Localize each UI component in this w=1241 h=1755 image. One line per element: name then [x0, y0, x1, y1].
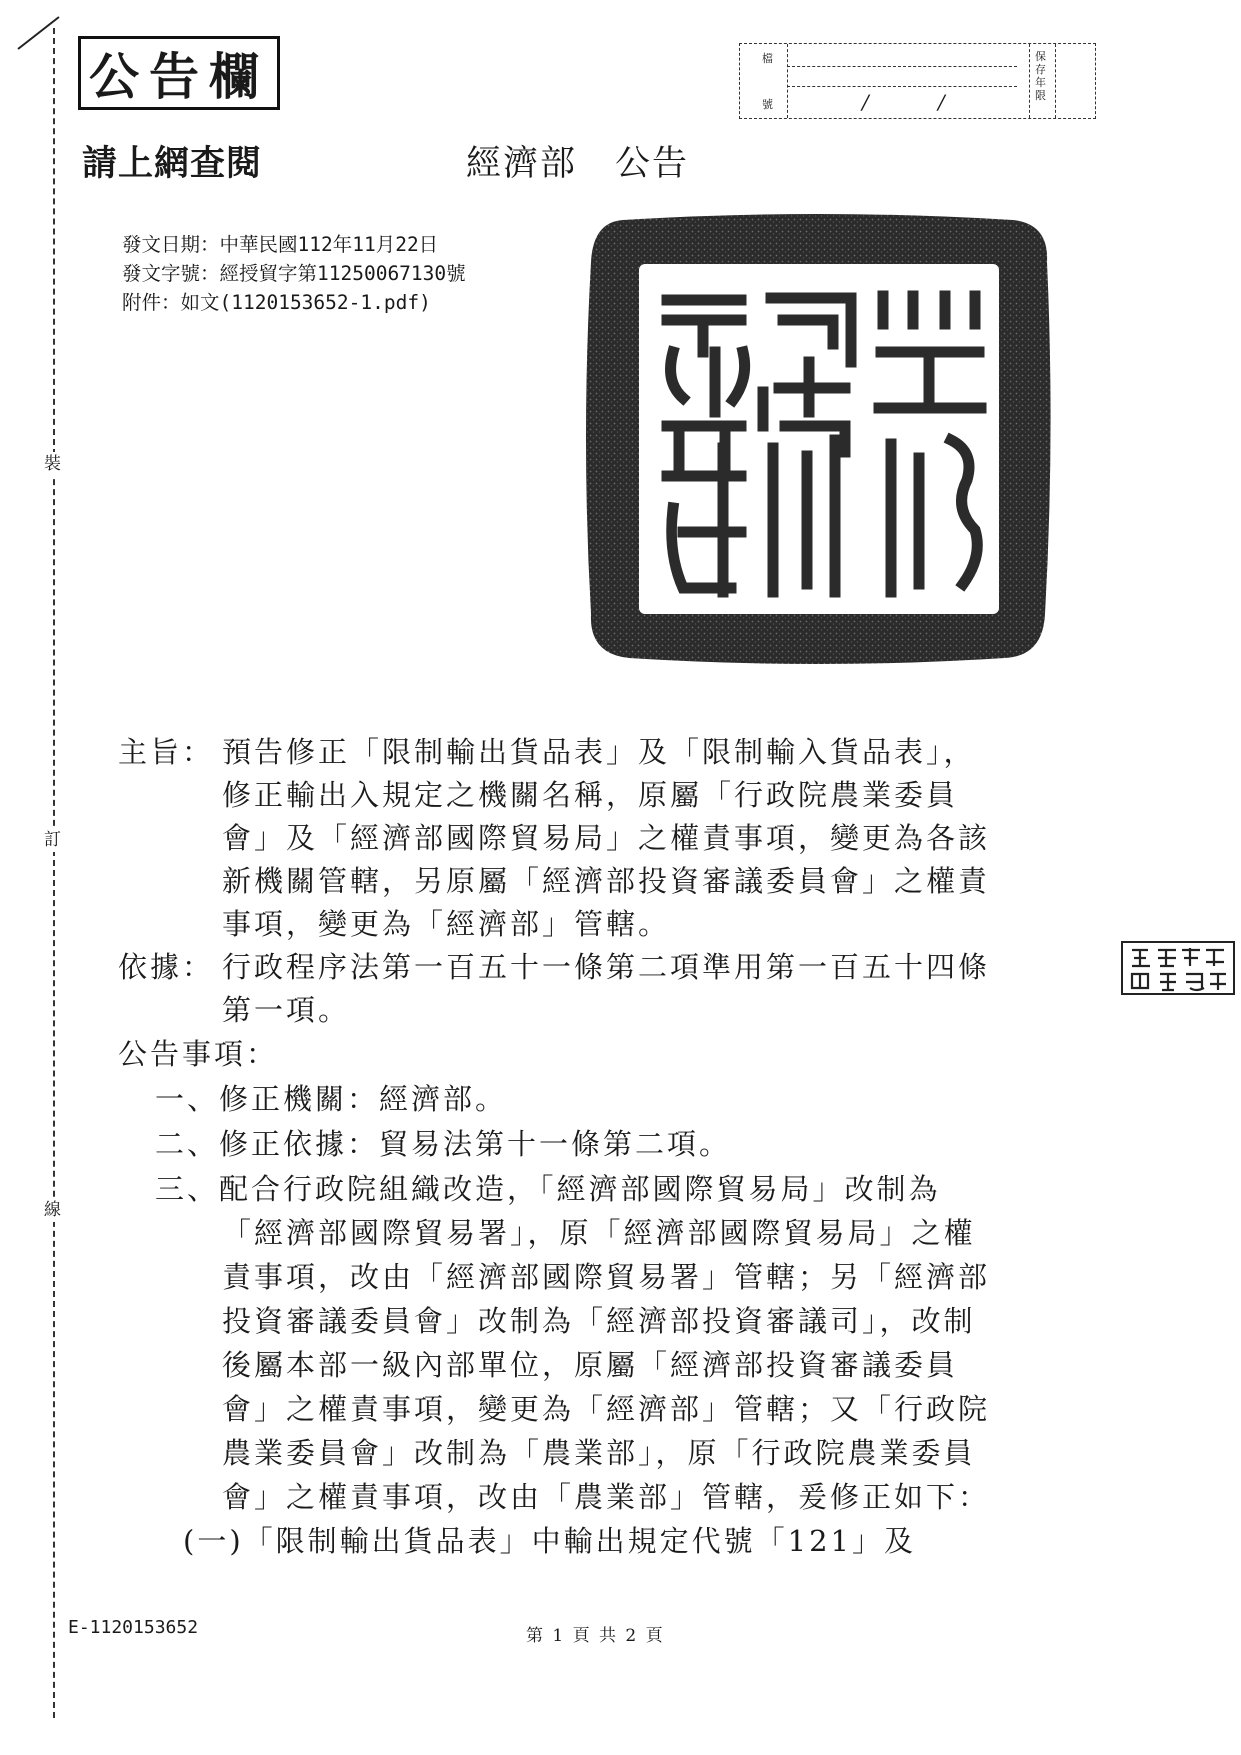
notice-item-line: 「經濟部國際貿易署」，原「經濟部國際貿易局」之權 [222, 1216, 976, 1250]
small-stamp [1120, 940, 1238, 998]
issuer-name: 經濟部 [466, 144, 578, 184]
file-label: 檔 [762, 52, 773, 65]
binding-char-ding: 訂 [44, 830, 61, 850]
document-meta [122, 230, 466, 317]
number-label: 號 [762, 98, 773, 111]
document-id: E-1120153652 [68, 1617, 199, 1638]
file-box-divider [1029, 44, 1030, 118]
slash-mark: / [938, 90, 945, 114]
notice-item-line: 責事項，改由「經濟部國際貿易署」管轄；另「經濟部 [222, 1260, 991, 1294]
notice-item-line: 三、配合行政院組織改造，「經濟部國際貿易局」改制為 [155, 1172, 941, 1206]
issuer-title [466, 136, 689, 186]
attachment-line: 附件：如文(1120153652-1.pdf) [122, 291, 431, 314]
subject-line: 會」及「經濟部國際貿易局」之權責事項，變更為各該 [222, 821, 991, 855]
binding-char-zhuang: 裝 [44, 454, 61, 474]
notice-item: 一、修正機關：經濟部。 [155, 1082, 508, 1116]
file-box-line [787, 86, 1017, 87]
subject-label: 主旨： [118, 735, 215, 769]
official-seal [583, 212, 1053, 664]
issue-date: 發文日期：中華民國112年11月22日 [122, 233, 439, 256]
binding-char-xian: 線 [44, 1200, 61, 1220]
notice-item-line: 後屬本部一級內部單位，原屬「經濟部投資審議委員 [222, 1348, 959, 1382]
subject-line: 修正輸出入規定之機關名稱，原屬「行政院農業委員 [222, 778, 959, 812]
notice-item-line: 投資審議委員會」改制為「經濟部投資審議司」，改制 [222, 1304, 976, 1338]
reference-number: 發文字號：經授貿字第11250067130號 [122, 262, 466, 285]
binding-line [53, 28, 55, 1718]
document-kind: 公告 [615, 144, 690, 184]
slash-mark: / [862, 90, 869, 114]
notice-heading: 公告事項： [118, 1037, 279, 1071]
notice-item-line: 農業委員會」改制為「農業部」，原「行政院農業委員 [222, 1436, 976, 1470]
basis-line: 第一項。 [222, 993, 351, 1027]
notice-item-line: 會」之權責事項，變更為「經濟部」管轄；又「行政院 [222, 1392, 991, 1426]
subject-line: 事項，變更為「經濟部」管轄。 [222, 907, 671, 941]
file-number-box [739, 43, 1096, 119]
subject-line: 新機關管轄，另原屬「經濟部投資審議委員會」之權責 [222, 864, 991, 898]
sub-item-line: (一)「限制輸出貨品表」中輸出規定代號「121」及 [183, 1524, 916, 1558]
page-number: 第 1 頁 共 2 頁 [526, 1626, 665, 1646]
subject-line: 預告修正「限制輸出貨品表」及「限制輸入貨品表」， [222, 735, 976, 769]
file-box-divider [1055, 44, 1056, 118]
retention-label: 保存年限 [1035, 50, 1046, 102]
notice-item-line: 會」之權責事項，改由「農業部」管轄，爰修正如下： [222, 1480, 991, 1514]
basis-label: 依據： [118, 950, 215, 984]
online-notice: 請上網查閱 [82, 143, 263, 184]
file-box-divider [787, 44, 788, 118]
basis-line: 行政程序法第一百五十一條第二項準用第一百五十四條 [222, 950, 991, 984]
notice-item: 二、修正依據：貿易法第十一條第二項。 [155, 1127, 732, 1161]
bulletin-board-label: 公告欄 [78, 36, 280, 110]
file-box-line [787, 66, 1017, 67]
